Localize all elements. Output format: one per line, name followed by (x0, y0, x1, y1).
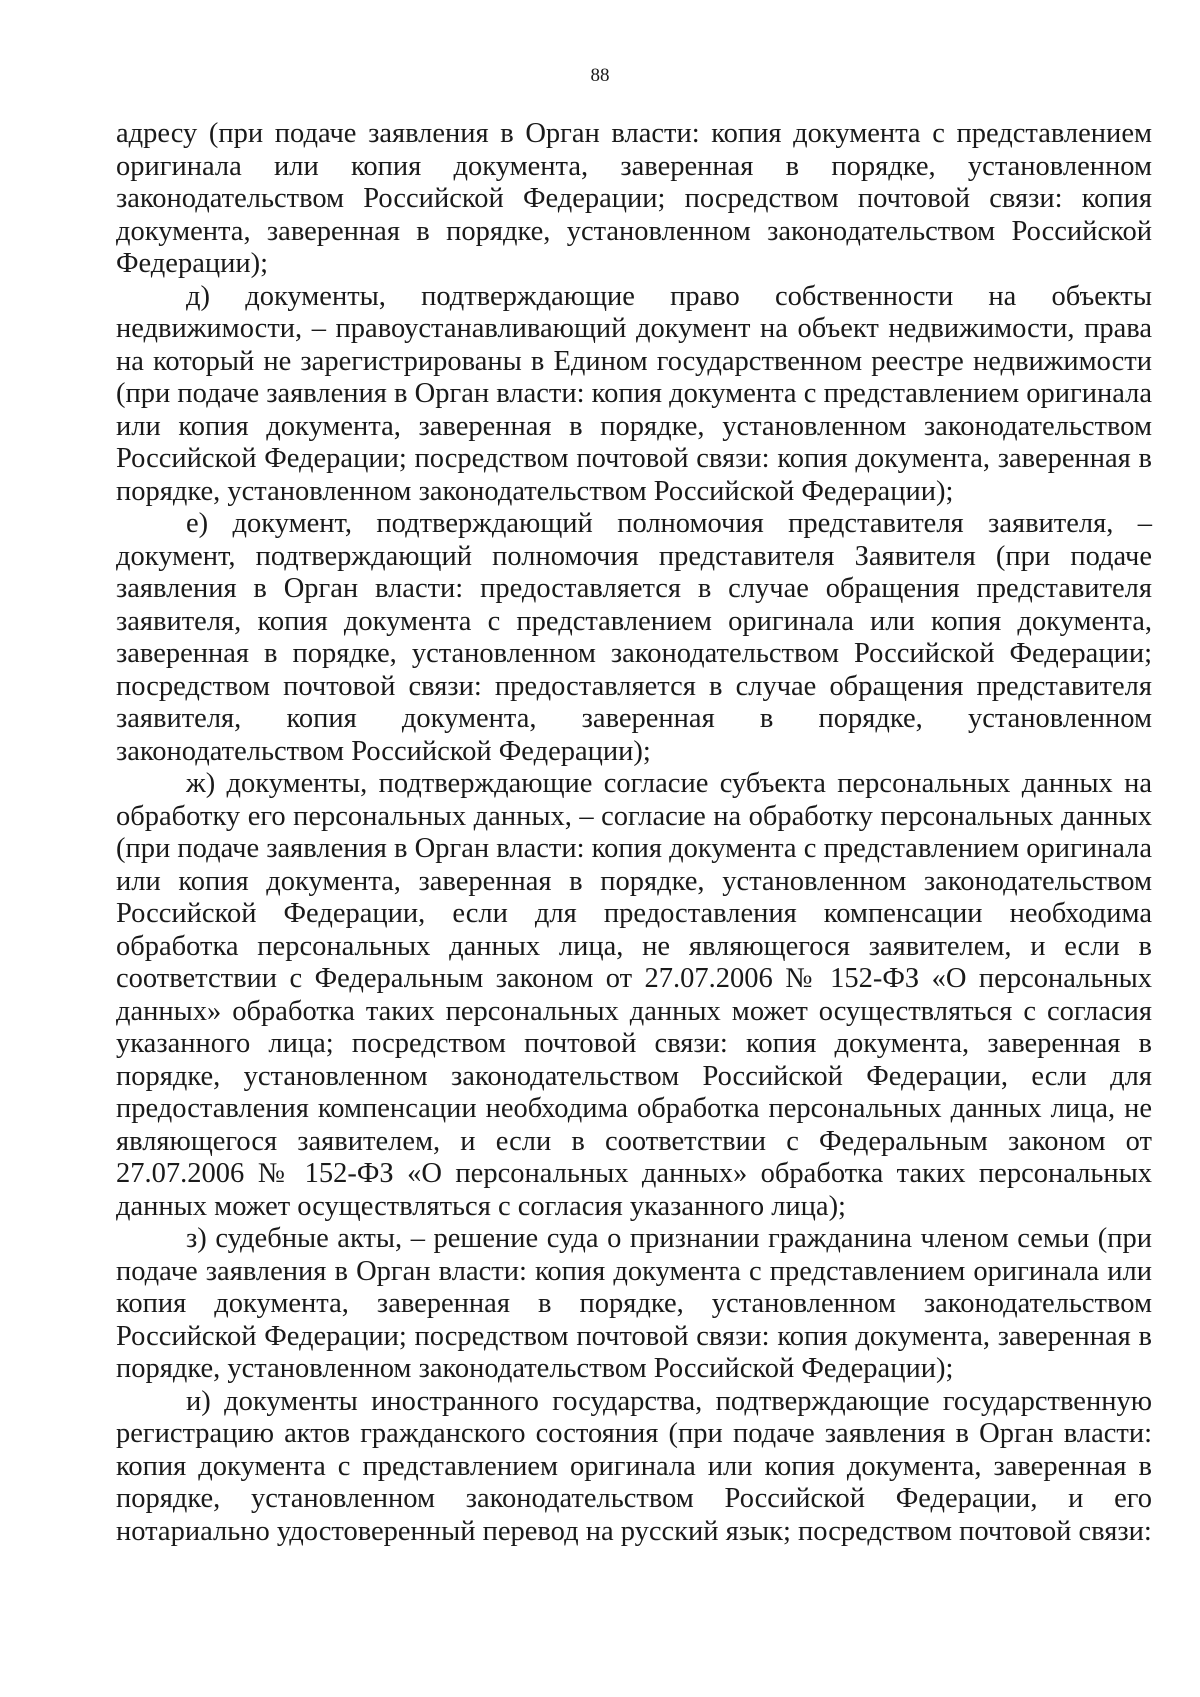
list-item-text: судебные акты, – решение суда о признании гражданина членом семьи (при подаче заявления в Орган власти: копия документа с представлением оригинала или копия документа, заверенная в порядке, установленном законодательством Российской Федерации; посредством почтовой связи: копия документа, заверенная в порядке, установленном законодательством Российской Федерации); (116, 1223, 1153, 1384)
list-item-marker: ж) (186, 768, 216, 799)
list-item-marker: з) (186, 1223, 207, 1254)
document-body (116, 118, 1152, 1548)
paragraph-continuation (116, 118, 1152, 281)
list-item-marker: е) (186, 508, 209, 539)
list-item-marker: и) (186, 1385, 211, 1417)
list-item-text: документы, подтверждающие право собственности на объекты недвижимости, – правоустанавливающий документ на объект недвижимости, права на который не зарегистрированы в Едином государственном реестре недвижимости (при подаче заявления в Орган власти: копия документа с представлением оригинала или копия документа, заверенная в порядке, установленном законодательством Российской Федерации; посредством почтовой связи: копия документа, заверенная в порядке, установленном законодательством Российской Федерации); (116, 280, 1152, 507)
list-item-e (116, 508, 1152, 768)
list-item-zh (116, 768, 1152, 1223)
list-item-text: документы, подтверждающие согласие субъекта персональных данных на обработку его персональных данных, – согласие на обработку персональных данных (при подаче заявления в Орган власти: копия документа с представлением оригинала или копия документа, заверенная в порядке, установленном законодательством Российской Федерации, если для предоставления компенсации необходима обработка персональных данных лица, не являющегося заявителем, и если в соответствии с Федеральным законом от 27.07.2006 № 152-ФЗ «О персональных данных» обработка таких персональных данных может осуществляться с согласия указанного лица; посредством почтовой связи: копия документа, заверенная в порядке, установленном законодательством Российской Федерации, если для предоставления компенсации необходима обработка персональных данных лица, не являющегося заявителем, и если в соответствии с Федеральным законом от 27.07.2006 № 152-ФЗ «О персональных данных» обработка таких персональных данных может осуществляться с согласия указанного лица); (116, 768, 1153, 1222)
list-item-text: документ, подтверждающий полномочия представителя заявителя, – документ, подтверждающий полномочия представителя Заявителя (при подаче заявления в Орган власти: предоставляется в случае обращения представителя заявителя, копия документа с представлением оригинала или копия документа, заверенная в порядке, установленном законодательством Российской Федерации; посредством почтовой связи: предоставляется в случае обращения представителя заявителя, копия документа, заверенная в порядке, установленном законодательством Российской Федерации); (116, 508, 1152, 767)
paragraph-text: адресу (при подаче заявления в Орган власти: копия документа с представлением оригинала или копия документа, заверенная в порядке, установленном законодательством Российской Федерации; посредством почтовой связи: копия документа, заверенная в порядке, установленном законодательством Российской Федерации); (116, 118, 1152, 279)
list-item-i (116, 1386, 1152, 1549)
list-item-d (116, 281, 1152, 509)
list-item-text: документы иностранного государства, подтверждающие государственную регистрацию актов гражданского состояния (при подаче заявления в Орган власти: копия документа с представлением оригинала или копия документа, заверенная в порядке, установленном законодательством Российской Федерации, и его нотариально удостоверенный перевод на русский язык; посредством почтовой связи: (116, 1385, 1152, 1547)
page-number: 88 (590, 65, 610, 86)
list-item-z (116, 1223, 1152, 1386)
list-item-marker: д) (186, 280, 210, 312)
